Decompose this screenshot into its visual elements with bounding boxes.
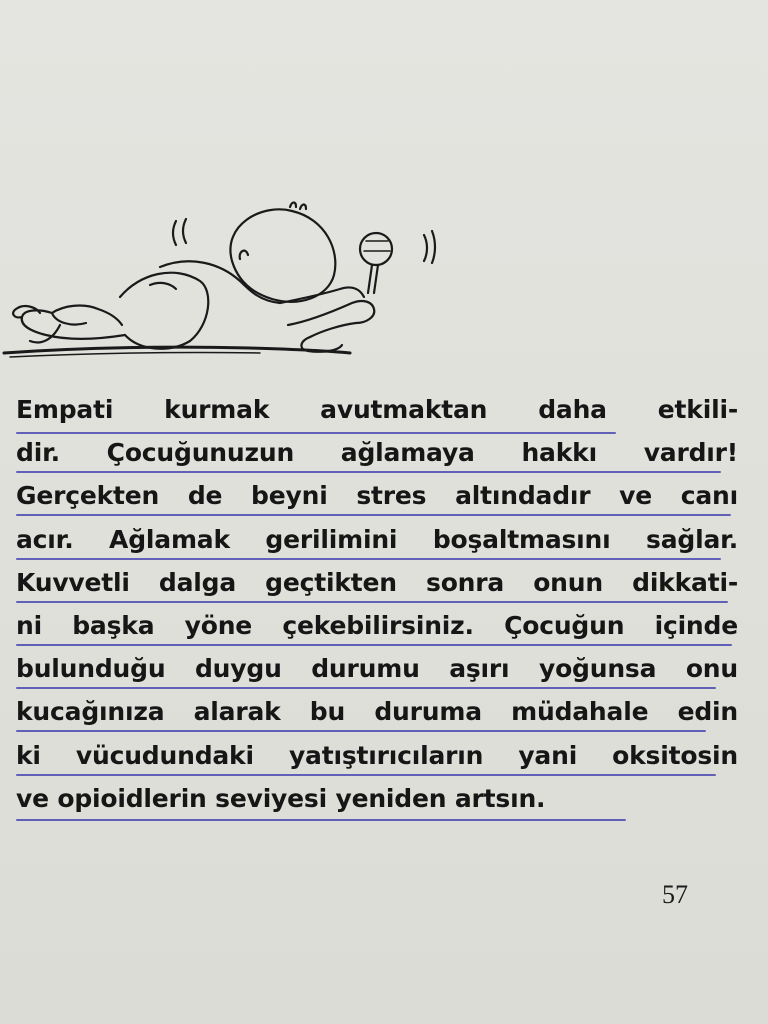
text-line-content: ki vücudundaki yatıştırıcıların yani oksitosin [16,740,738,770]
text-line [16,604,738,647]
text-line-content: dir. Çocuğunuzun ağlamaya hakkı vardır! [16,438,738,468]
text-line [16,777,738,820]
paragraph [16,388,738,820]
text-line [16,474,738,517]
text-line [16,734,738,777]
text-line-content: kucağınıza alarak bu duruma müdahale edin [16,697,738,727]
text-line [16,647,738,690]
text-line-content: acır. Ağlamak gerilimini boşaltmasını sağlar. [16,524,738,554]
pen-underline [16,644,732,646]
pen-underline [16,730,706,732]
text-line-content: ve opioidlerin seviyesi yeniden artsın. [16,783,546,813]
text-line-content: bulunduğu duygu durumu aşırı yoğunsa onu [16,654,738,684]
text-line-content: ni başka yöne çekebilirsiniz. Çocuğun içinde [16,610,738,640]
pen-underline [16,601,728,603]
text-line [16,690,738,733]
pen-underline [16,774,716,776]
text-line [16,561,738,604]
pen-underline [16,471,721,473]
text-line [16,431,738,474]
page-number: 57 [662,880,688,909]
text-line-content: Gerçekten de beyni stres altındadır ve canı [16,481,738,511]
crawling-baby-illustration [0,185,460,365]
text-line [16,518,738,561]
text-line [16,388,738,431]
pen-underline [16,687,716,689]
pen-underline [16,819,626,821]
text-line-content: Kuvvetli dalga geçtikten sonra onun dikkati- [16,567,738,597]
pen-underline [16,558,721,560]
text-line-content: Empati kurmak avutmaktan daha etkili- [16,395,738,424]
